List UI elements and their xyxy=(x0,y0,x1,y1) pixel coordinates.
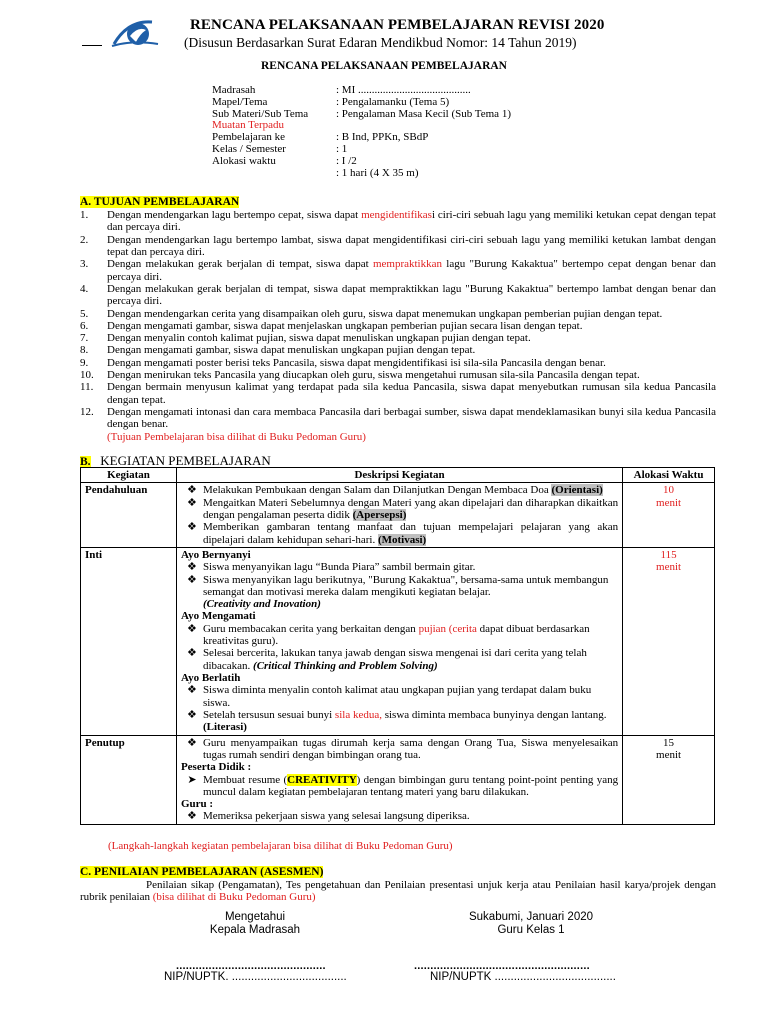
item-text: siswa diminta membaca bunyinya dengan lantang. xyxy=(381,708,607,721)
identity-label: Alokasi waktu xyxy=(212,154,276,167)
item-text: dapat dibuat berdasarkan kreativitas guru). xyxy=(202,622,590,648)
assessment-text: Penilaian sikap (Pengamatan), Tes pengetahuan dan Penilaian presentasi unjuk kerja atau Penilaian hasil karya/projek dengan rubrik penilaian xyxy=(80,879,716,904)
list-item-text xyxy=(107,344,716,356)
col-alokasi-header: Alokasi Waktu xyxy=(623,468,715,483)
item-text: Membuat resume ( xyxy=(202,773,288,786)
time-value: 10 xyxy=(663,484,675,497)
signature-left-line2: Kepala Madrasah xyxy=(209,923,301,936)
list-item-number: 10. xyxy=(80,369,94,382)
document-header-subtitle: (Disusun Berdasarkan Surat Edaran Mendikbud Nomor: 14 Tahun 2019) xyxy=(184,35,577,50)
signature-right-dots: ...................................................... xyxy=(414,960,590,972)
list-item-text xyxy=(107,369,716,381)
activity-heading: Ayo Berlatih xyxy=(180,672,241,684)
list-item-text xyxy=(107,308,716,320)
list-item-number: 6. xyxy=(80,319,89,332)
diamond-bullet-icon: ❖ xyxy=(187,647,197,660)
item-tag: (Apersepsi) xyxy=(352,508,407,521)
list-item xyxy=(181,623,618,648)
item-text: Mengaitkan Materi Sebelumnya dengan Materi yang akan dipelajari dan diharapkan dikaitkan dengan pengalaman peserta didik xyxy=(202,496,619,521)
col-kegiatan-header: Kegiatan xyxy=(81,468,177,483)
list-item-text-part: Dengan bermain menyusun kalimat yang terdapat pada sila kedua Pancasila, siswa dapat menyebutkan rumusan sila kedua Pancasila dengan tepat. xyxy=(107,381,716,406)
list-item-text-part: Dengan melakukan gerak berjalan di tempat, siswa dapat mempraktikkan lagu "Burung Kakaktua" bertempo lambat dengan benar dan percaya diri. xyxy=(107,282,716,308)
diamond-bullet-icon: ❖ xyxy=(187,521,197,534)
time-unit: menit xyxy=(656,496,682,509)
list-item-red-text: mempraktikkan xyxy=(372,258,442,271)
list-item-text-part: Dengan melakukan gerak berjalan di tempat, siswa dapat xyxy=(107,258,373,271)
item-red-text: sila kedua, xyxy=(334,708,382,721)
list-item xyxy=(181,574,618,611)
list-item-text-part: Dengan mendengarkan lagu bertempo lambat, siswa dapat mengidentifikasi ciri-ciri sebuah lagu yang memiliki ketukan lambat dengan tepat dan percaya diri. xyxy=(107,233,716,258)
identity-value: : 1 xyxy=(336,142,348,155)
signature-right-line1: Sukabumi, Januari 2020 xyxy=(468,911,594,923)
identity-row xyxy=(212,167,511,179)
identity-label: Madrasah xyxy=(212,84,256,96)
item-text: ) dengan bimbingan guru tentang point-point penting yang muncul dalam kegiatan pembelajaran tentang materi yang baru dilakukan. xyxy=(202,773,619,798)
col-deskripsi-header: Deskripsi Kegiatan xyxy=(176,468,622,483)
list-item xyxy=(80,308,716,320)
diamond-bullet-icon: ❖ xyxy=(187,684,197,697)
list-item-number: 9. xyxy=(80,356,89,369)
table-row-inti xyxy=(81,547,715,735)
list-item-number: 3. xyxy=(80,258,89,271)
list-item-number: 7. xyxy=(80,332,89,345)
list-item-text xyxy=(107,406,716,431)
identity-label: Mapel/Tema xyxy=(212,95,268,108)
item-text: Guru membacakan cerita yang berkaitan dengan xyxy=(202,622,419,635)
list-item-text-part: lagu "Burung Kakaktua" bertempo cepat dengan benar dan percaya diri. xyxy=(107,258,717,283)
item-tag: (Orientasi) xyxy=(551,484,603,497)
identity-value: : I /2 xyxy=(336,154,357,167)
list-item-number: 5. xyxy=(80,307,89,320)
signature-right-nip: NIP/NUPTK ...................................... xyxy=(430,971,616,983)
list-item xyxy=(80,209,716,234)
list-item-text xyxy=(107,258,716,283)
list-item xyxy=(181,647,618,672)
activity-heading: Guru : xyxy=(180,798,214,811)
identity-row xyxy=(212,84,511,96)
section-b-title: KEGIATAN PEMBELAJARAN xyxy=(100,453,271,468)
identity-label: Kelas / Semester xyxy=(212,142,286,155)
time-cell xyxy=(623,547,715,735)
list-item xyxy=(80,234,716,259)
phase-name: Pendahuluan xyxy=(81,483,177,548)
arrow-bullet-icon: ➤ xyxy=(187,773,197,786)
section-c-heading xyxy=(80,866,323,879)
list-item xyxy=(80,381,716,406)
list-item-text xyxy=(107,320,716,332)
list-item xyxy=(181,737,618,762)
list-item xyxy=(181,521,618,546)
section-a-heading-text: A. TUJUAN PEMBELAJARAN xyxy=(80,196,240,208)
list-item-text xyxy=(107,357,716,369)
list-item xyxy=(181,484,618,496)
item-tag: (Motivasi) xyxy=(377,533,427,546)
list-item-text-part: Dengan mendengarkan lagu bertempo cepat, siswa dapat xyxy=(107,209,362,221)
list-item xyxy=(181,561,618,573)
list-item-text-part: Dengan mengamati gambar, siswa dapat menuliskan ungkapan pujian dengan tepat. xyxy=(107,344,476,357)
item-tag: CREATIVITY xyxy=(287,773,357,786)
item-text: Memeriksa pekerjaan siswa yang selesai langsung diperiksa. xyxy=(202,810,470,823)
list-item xyxy=(181,709,618,734)
list-item xyxy=(80,357,716,369)
section-a-heading xyxy=(80,196,239,209)
list-item xyxy=(181,810,618,822)
activity-heading: Ayo Bernyanyi xyxy=(180,548,251,561)
table-header-row xyxy=(81,468,715,483)
item-text: Memberikan gambaran tentang manfaat dan tujuan mempelajari pelajaran yang akan dipelajari dalam kehidupan sehari-hari. xyxy=(202,521,619,546)
diamond-bullet-icon: ❖ xyxy=(187,736,197,749)
list-item-number: 11. xyxy=(80,381,94,394)
time-cell xyxy=(623,735,715,824)
document-title: RENCANA PELAKSANAAN PEMBELAJARAN xyxy=(261,60,507,72)
diamond-bullet-icon: ❖ xyxy=(187,810,197,823)
item-text: Siswa diminta menyalin contoh kalimat atau ungkapan pujian yang terdapat dalam buku siswa. xyxy=(202,684,592,709)
steps-note: (Langkah-langkah kegiatan pembelajaran bisa dilihat di Buku Pedoman Guru) xyxy=(108,840,453,852)
objectives-note: (Tujuan Pembelajaran bisa dilihat di Buku Pedoman Guru) xyxy=(107,430,366,443)
list-item xyxy=(80,332,716,344)
identity-value: : 1 hari (4 X 35 m) xyxy=(336,166,419,179)
assessment-paragraph xyxy=(80,879,716,904)
time-value: 15 xyxy=(663,736,675,749)
identity-label: Sub Materi/Sub Tema xyxy=(212,107,309,120)
activity-heading: Peserta Didik : xyxy=(180,761,252,774)
signature-right-line2: Guru Kelas 1 xyxy=(497,923,565,936)
identity-label xyxy=(212,167,336,179)
identity-row xyxy=(212,131,511,143)
list-item-text-part: Dengan mendengarkan cerita yang disampaikan oleh guru, siswa dapat menemukan ungkapan pemberian pujian dengan tepat. xyxy=(107,307,663,320)
item-text: Siswa menyanyikan lagu “Bunda Piara” sambil bermain gitar. xyxy=(202,561,476,574)
list-item xyxy=(181,497,618,522)
list-item xyxy=(181,774,618,799)
list-item-text-part: Dengan menyalin contoh kalimat pujian, siswa dapat menuliskan ungkapan pujian dengan tepat. xyxy=(107,332,531,345)
identity-row xyxy=(212,96,511,108)
list-item-number: 1. xyxy=(80,209,89,221)
identity-value: : Pengalaman Masa Kecil (Sub Tema 1) xyxy=(336,107,511,120)
diamond-bullet-icon: ❖ xyxy=(187,496,197,509)
diamond-bullet-icon: ❖ xyxy=(187,484,197,497)
list-item-text-part: i ciri-ciri sebuah lagu yang memiliki ketukan cepat dengan tepat dan percaya diri. xyxy=(107,209,716,234)
identity-row xyxy=(212,155,511,167)
time-cell xyxy=(623,483,715,548)
signature-left-line1: Mengetahui xyxy=(224,911,286,923)
phase-name: Inti xyxy=(81,547,177,735)
document-header-title: RENCANA PELAKSANAAN PEMBELAJARAN REVISI 2020 xyxy=(190,17,605,33)
identity-value: : Pengalamanku (Tema 5) xyxy=(336,95,450,108)
diamond-bullet-icon: ❖ xyxy=(187,622,197,635)
list-item xyxy=(80,344,716,356)
activity-heading: Ayo Mengamati xyxy=(180,610,256,623)
list-item-number: 4. xyxy=(80,282,89,295)
table-row-pendahuluan xyxy=(81,483,715,548)
list-item-text xyxy=(107,283,716,308)
diamond-bullet-icon: ❖ xyxy=(187,573,197,586)
list-item-number: 8. xyxy=(80,344,89,357)
list-item xyxy=(80,406,716,431)
list-item xyxy=(80,369,716,381)
list-item-text-part: Dengan menirukan teks Pancasila yang diucapkan oleh guru, siswa mengetahui rumusan sila-sila Pancasila dengan tepat. xyxy=(107,369,640,382)
item-tag: (Critical Thinking and Problem Solving) xyxy=(253,659,438,672)
activities-table xyxy=(80,467,715,825)
item-tag: (Creativity and Inovation) xyxy=(202,598,321,611)
diamond-bullet-icon: ❖ xyxy=(187,561,197,574)
list-item-number: 12. xyxy=(80,406,94,418)
list-item-text xyxy=(107,381,716,406)
diamond-bullet-icon: ❖ xyxy=(187,708,197,721)
list-item-red-text: mengidentifikas xyxy=(361,209,432,221)
objectives-list xyxy=(80,209,716,443)
time-unit: menit xyxy=(656,748,682,761)
identity-label: Muatan Terpadu xyxy=(212,119,285,132)
list-item-text xyxy=(107,209,716,234)
identity-row xyxy=(212,119,511,131)
signature-right xyxy=(446,911,616,937)
list-item-text xyxy=(107,332,716,344)
item-tag: (Literasi) xyxy=(202,721,247,734)
list-item-text xyxy=(107,234,716,259)
list-item-text-part: Dengan mengamati intonasi dan cara membaca Pancasila dari berbagai sumber, siswa dapat mendeklamasikan bunyi sila kedua Pancasila dengan benar. xyxy=(107,406,716,431)
list-item xyxy=(181,684,618,709)
item-red-text: pujian (cerita xyxy=(418,622,477,635)
assessment-note: (bisa dilihat di Buku Pedoman Guru) xyxy=(152,891,316,904)
signature-left-nip: NIP/NUPTK. .................................... xyxy=(164,971,347,983)
table-row-penutup xyxy=(81,735,715,824)
item-text: Siswa menyanyikan lagu berikutnya, "Burung Kakaktua", bersama-sama untuk membangun semangat dan motivasi mereka dalam mengikuti kegiatan belajar. xyxy=(202,573,609,598)
list-item xyxy=(80,283,716,308)
phase-name: Penutup xyxy=(81,735,177,824)
item-text: Guru menyampaikan tugas dirumah kerja sama dengan Orang Tua, Siswa menyelesaikan tugas rumah sendiri dengan bimbingan orang tua. xyxy=(202,736,619,761)
identity-value: : B Ind, PPKn, SBdP xyxy=(336,131,429,144)
item-text: Selesai bercerita, lakukan tanya jawab dengan siswa mengenai isi dari cerita yang telah dibacakan. xyxy=(202,647,587,672)
item-text: Melakukan Pembukaan dengan Salam dan Dilanjutkan Dengan Membaca Doa xyxy=(202,484,552,497)
list-item-number: 2. xyxy=(80,233,89,246)
signature-left-dots: .............................................. xyxy=(176,960,326,972)
list-item xyxy=(80,258,716,283)
list-item xyxy=(80,320,716,332)
signature-left xyxy=(180,911,330,937)
identity-block xyxy=(212,84,511,178)
identity-row xyxy=(212,143,511,155)
time-unit: menit xyxy=(656,561,682,574)
list-item-text-part: Dengan mengamati poster berisi teks Pancasila, siswa dapat mengidentifikasi isi sila-sila Pancasila dengan benar. xyxy=(107,356,606,369)
kemdikbud-logo-icon xyxy=(108,16,168,50)
identity-label: Pembelajaran ke xyxy=(212,131,285,144)
list-item-text-part: Dengan mengamati gambar, siswa dapat menjelaskan ungkapan pemberian pujian secara lisan dengan tepat. xyxy=(107,319,583,332)
identity-value: : MI ......................................... xyxy=(336,84,471,96)
header-rule xyxy=(82,45,102,46)
time-value: 115 xyxy=(660,548,677,561)
section-b-letter: B. xyxy=(80,456,91,468)
identity-row xyxy=(212,108,511,120)
section-c-heading-text: C. PENILAIAN PEMBELAJARAN (ASESMEN) xyxy=(80,866,324,878)
item-text: Setelah tersusun sesuai bunyi xyxy=(202,708,335,721)
